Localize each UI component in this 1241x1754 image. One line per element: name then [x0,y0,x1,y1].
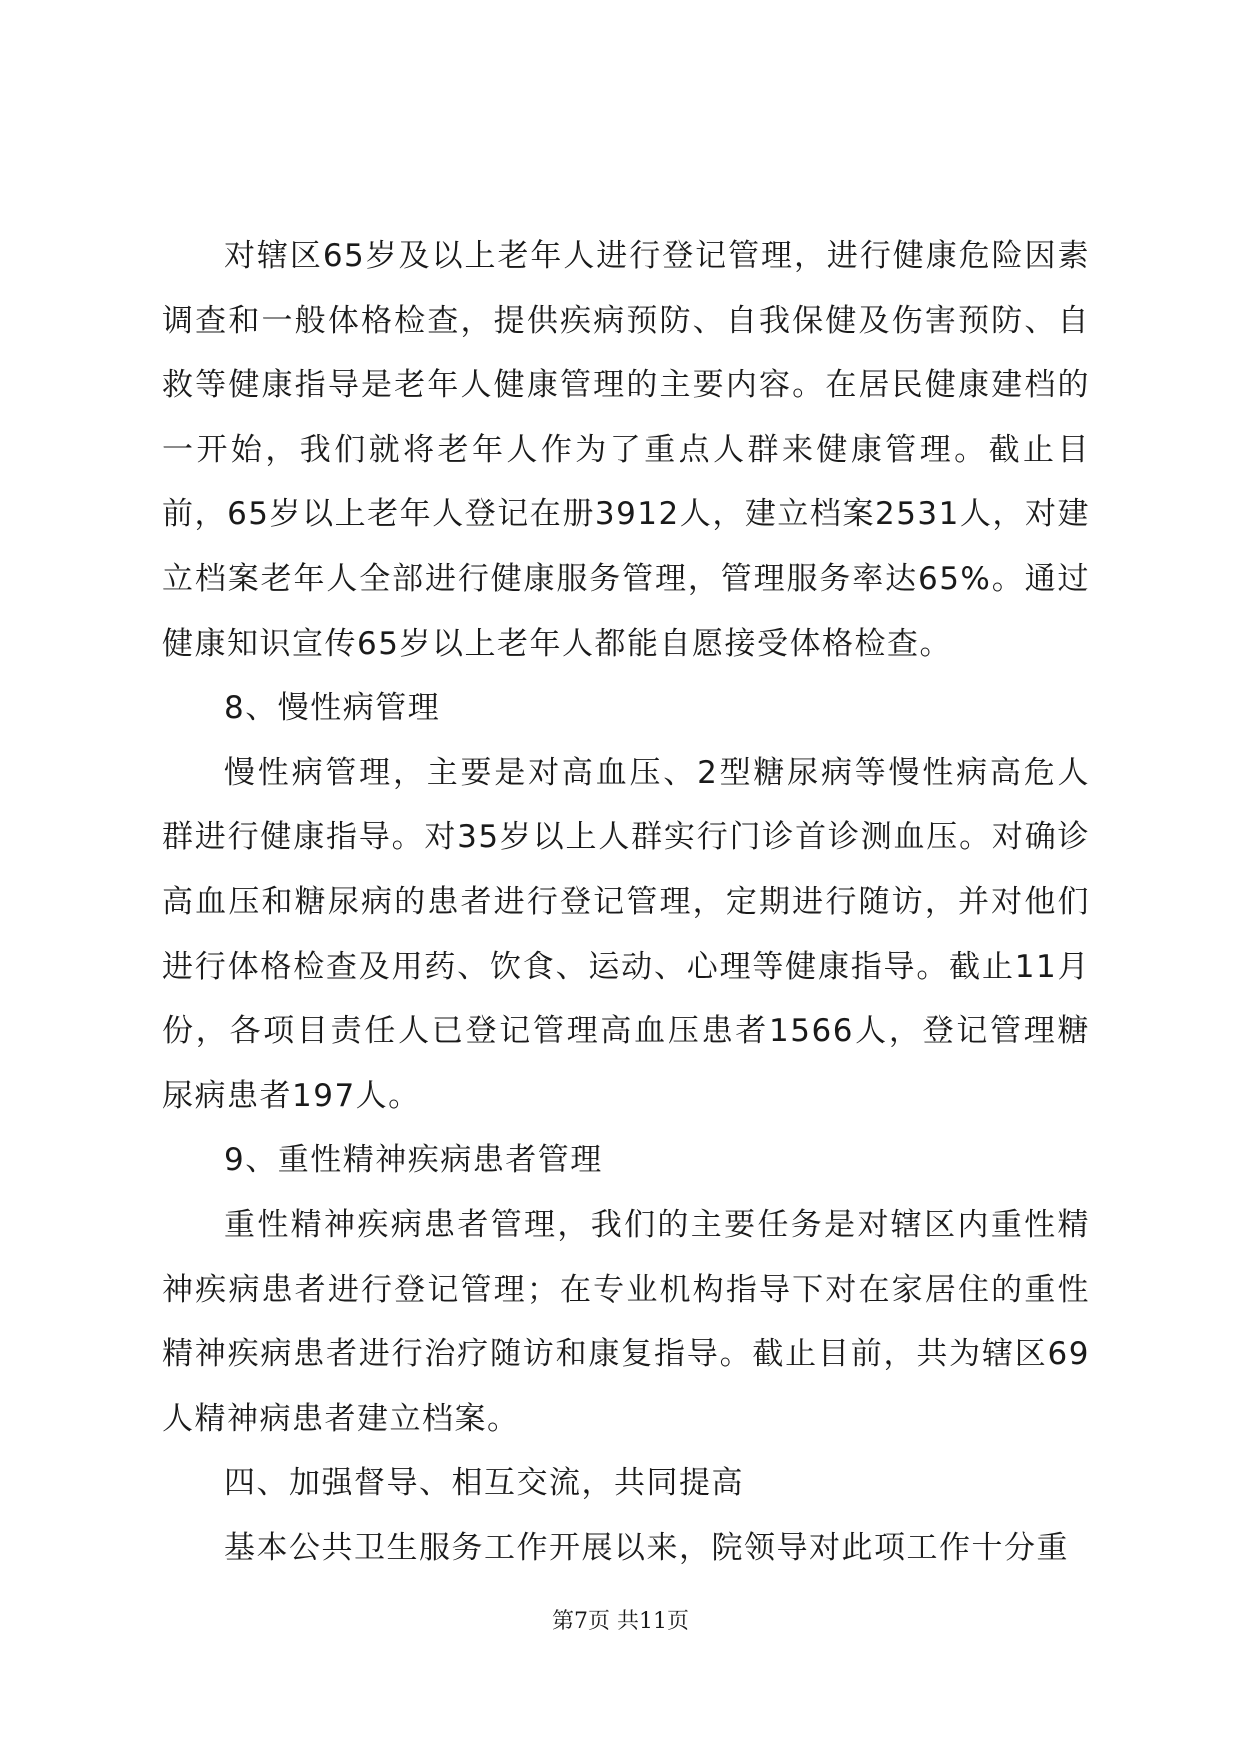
paragraph-public-health: 基本公共卫生服务工作开展以来，院领导对此项工作十分重 [224,1529,1069,1566]
section-heading-chronic-disease: 8、慢性病管理 [224,690,441,727]
paragraph-chronic-disease: 慢性病管理，主要是对高血压、2型糖尿病等慢性病高危人群进行健康指导。对35岁以上人群实行门诊首诊测血压。对确诊高血压和糖尿病的患者进行登记管理，定期进行随访，并对他们进行体格检查及用药、饮食、运动、心理等健康指导。截止11月份，各项目责任人已登记管理高血压患者1566人，登记管理糖尿病患者197人。 [162,754,1090,1114]
paragraph-elderly-management: 对辖区65岁及以上老年人进行登记管理，进行健康危险因素调查和一般体格检查，提供疾病预防、自我保健及伤害预防、自救等健康指导是老年人健康管理的主要内容。在居民健康建档的一开始，我们就将老年人作为了重点人群来健康管理。截止目前，65岁以上老年人登记在册3912人，建立档案2531人，对建立档案老年人全部进行健康服务管理，管理服务率达65%。通过健康知识宣传65岁以上老年人都能自愿接受体格检查。 [162,238,1090,662]
paragraph-mental-illness: 重性精神疾病患者管理，我们的主要任务是对辖区内重性精神疾病患者进行登记管理；在专业机构指导下对在家居住的重性精神疾病患者进行治疗随访和康复指导。截止目前，共为辖区69人精神病患者建立档案。 [162,1206,1090,1437]
section-heading-mental-illness: 9、重性精神疾病患者管理 [224,1142,603,1179]
document-body [162,224,1090,1580]
section-heading-supervision: 四、加强督导、相互交流，共同提高 [224,1465,744,1502]
page-number-footer: 第7页 共11页 [552,1609,689,1634]
